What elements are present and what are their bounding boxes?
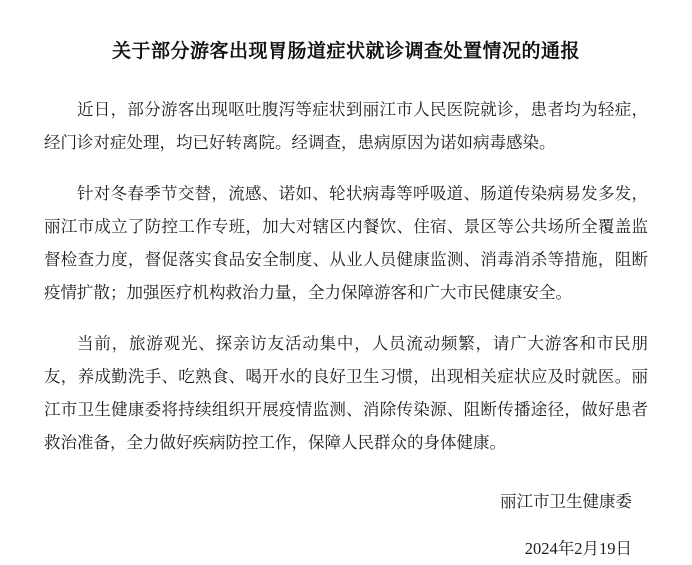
page-title: 关于部分游客出现胃肠道症状就诊调查处置情况的通报 [111, 41, 580, 62]
paragraph-2: 针对冬春季节交替，流感、诺如、轮状病毒等呼吸道、肠道传染病易发多发，丽江市成立了防控工作专班，加大对辖区内餐饮、住宿、景区等公共场所全覆盖监督检查力度，督促落实食品安全制度、从业人员健康监测、消毒消杀等措施，阻断疫情扩散；加强医疗机构救治力量，全力保障游客和广大市民健康安全。 [44, 183, 648, 302]
signature-issuer: 丽江市卫生健康委 [500, 491, 632, 511]
paragraph-3: 当前，旅游观光、探亲访友活动集中，人员流动频繁，请广大游客和市民朋友，养成勤洗手、吃熟食、喝开水的良好卫生习惯，出现相关症状应及时就医。丽江市卫生健康委将持续组织开展疫情监测、消除传染源、阻断传播途径，做好患者救治准备，全力做好疾病防控工作，保障人民群众的身体健康。 [44, 333, 648, 452]
signature-date: 2024年2月19日 [524, 538, 632, 558]
paragraph-1: 近日，部分游客出现呕吐腹泻等症状到丽江市人民医院就诊，患者均为轻症，经门诊对症处理，均已好转离院。经调查，患病原因为诺如病毒感染。 [44, 99, 648, 152]
document-body [44, 93, 648, 459]
